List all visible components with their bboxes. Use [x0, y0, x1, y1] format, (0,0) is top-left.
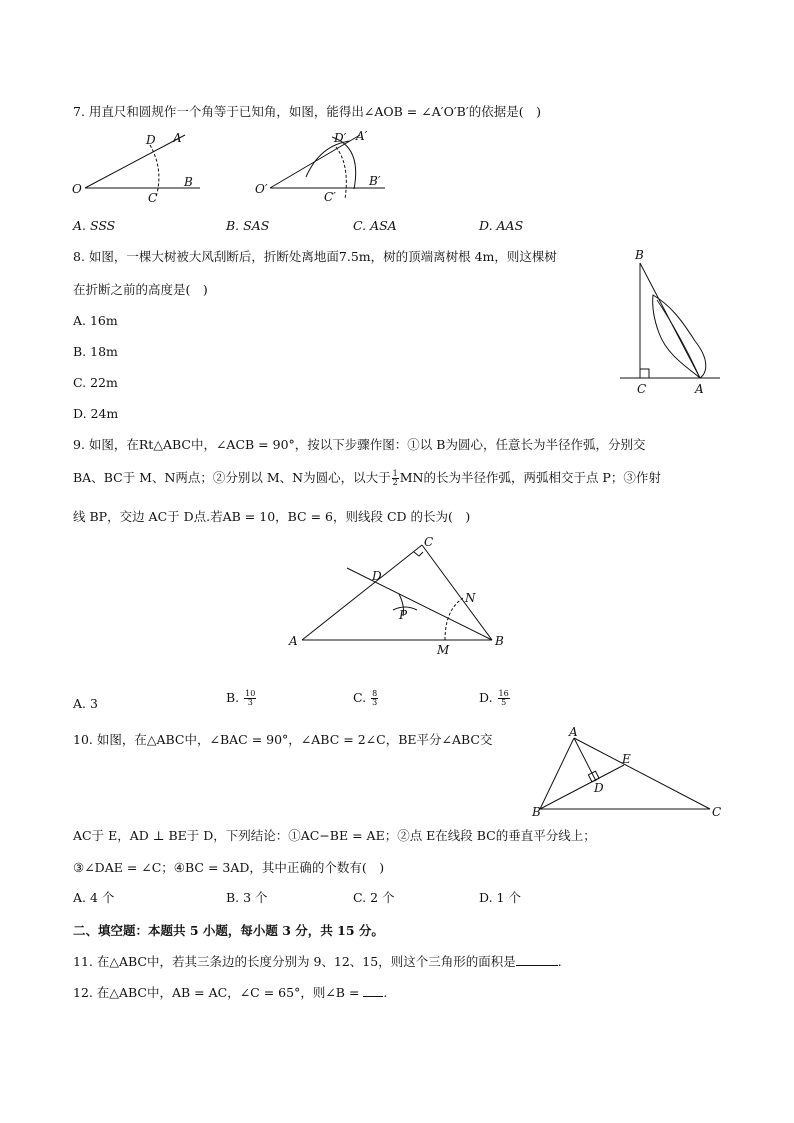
q11-answer-blank[interactable]	[516, 954, 558, 966]
q7-label-D2: D′	[334, 131, 347, 145]
q8-option-c: C. 22m	[73, 375, 118, 390]
q8-option-b: B. 18m	[73, 344, 118, 359]
q9-label-P: P	[399, 608, 408, 622]
q10-option-b: B. 3 个	[226, 890, 268, 905]
q8-option-a: A. 16m	[73, 313, 118, 328]
q9-option-c: C. $\frac{8}{3}$	[353, 689, 378, 707]
q9-label-N: N	[465, 591, 476, 605]
q9-stem-line2-part1: BA、BC于 M、N两点；②分别以 M、N为圆心，以大于	[73, 470, 391, 485]
q9-figure-triangle-bisector	[285, 530, 515, 660]
q9-option-a: A. 3	[73, 696, 98, 711]
q12-stem: 12. 在△ABC中，AB = AC，∠C = 65°，则∠B = .	[73, 985, 388, 1000]
q10-stem-line1: 10. 如图，在△ABC中，∠BAC = 90°，∠ABC = 2∠C，BE平分∠ABC交	[73, 732, 493, 747]
q8-stem-line1: 8. 如图，一棵大树被大风刮断后，折断处离地面7.5m，树的顶端离树根 4m，则这棵树	[73, 249, 557, 264]
q9-label-D: D	[372, 569, 382, 583]
q9-fraction-half: $\frac{1}{2}$	[392, 469, 398, 487]
q10-label-E: E	[622, 752, 631, 766]
q9-label-A: A	[289, 634, 298, 648]
q8-label-C: C	[637, 382, 647, 396]
q9-stem-line2	[73, 470, 661, 487]
q9-option-d: D. $\frac{16}{5}$	[479, 689, 509, 707]
q7-figure-original-angle	[60, 125, 220, 210]
q7-label-B2: B′	[369, 174, 381, 188]
q9-stem-line1: 9. 如图，在Rt△ABC中，∠ACB = 90°，按以下步骤作图：①以 B为圆心，任意长为半径作弧，分别交	[73, 437, 646, 452]
q10-stem-line3: ③∠DAE = ∠C；④BC = 3AD，其中正确的个数有( )	[73, 860, 385, 875]
q9-stem-line3: 线 BP，交边 AC于 D点.若AB = 10，BC = 6，则线段 CD 的长为( )	[73, 509, 471, 524]
q8-figure-broken-tree	[615, 245, 725, 400]
q10-label-C: C	[712, 805, 722, 819]
q9-label-M: M	[437, 643, 450, 657]
q7-option-c: C. ASA	[353, 218, 397, 233]
q7-label-C: C	[148, 191, 158, 205]
q9-label-C: C	[424, 535, 434, 549]
q7-option-b: B. SAS	[226, 218, 270, 233]
q7-option-d: D. AAS	[479, 218, 524, 233]
section-heading-fill-in: 二、填空题：本题共 5 小题，每小题 3 分，共 15 分。	[73, 923, 384, 938]
q8-option-d: D. 24m	[73, 406, 119, 421]
q10-label-B: B	[532, 805, 541, 819]
q10-option-c: C. 2 个	[353, 890, 395, 905]
q10-option-a: A. 4 个	[73, 890, 115, 905]
q9-stem-line2-part2: MN的长为半径作弧，两弧相交于点 P；③作射	[399, 470, 661, 485]
q8-stem-line2: 在折断之前的高度是( )	[73, 282, 208, 297]
q9-option-d-fraction: $\frac{16}{5}$	[498, 689, 509, 707]
q7-label-A: A	[173, 131, 182, 145]
q12-answer-blank[interactable]	[363, 985, 383, 997]
q10-stem-line2: AC于 E，AD ⊥ BE于 D，下列结论：①AC−BE = AE；②点 E在线段 BC的垂直平分线上；	[73, 828, 596, 843]
q9-option-c-fraction: $\frac{8}{3}$	[372, 689, 378, 707]
q8-label-B: B	[635, 248, 644, 262]
q7-label-O2: O′	[255, 182, 268, 196]
q10-label-D: D	[594, 781, 604, 795]
q7-label-O: O	[72, 182, 82, 196]
q7-label-B: B	[184, 175, 193, 189]
q7-label-D: D	[146, 133, 156, 147]
q11-stem: 11. 在△ABC中，若其三条边的长度分别为 9、12、15，则这个三角形的面积是 .	[73, 954, 562, 969]
q10-label-A: A	[569, 725, 578, 739]
q9-option-b: B. $\frac{10}{3}$	[226, 689, 256, 707]
q7-option-a: A. SSS	[73, 218, 116, 233]
q7-label-C2: C′	[324, 190, 336, 204]
q10-option-d: D. 1 个	[479, 890, 521, 905]
q7-figure-copied-angle	[250, 125, 410, 210]
q7-stem: 7. 用直尺和圆规作一个角等于已知角，如图，能得出∠AOB = ∠A′O′B′的依据是( )	[73, 104, 541, 119]
q9-label-B: B	[495, 634, 504, 648]
q7-label-A2: A′	[356, 129, 368, 143]
q10-figure-triangle	[528, 725, 728, 825]
q9-option-b-fraction: $\frac{10}{3}$	[245, 689, 256, 707]
q8-label-A: A	[695, 382, 704, 396]
